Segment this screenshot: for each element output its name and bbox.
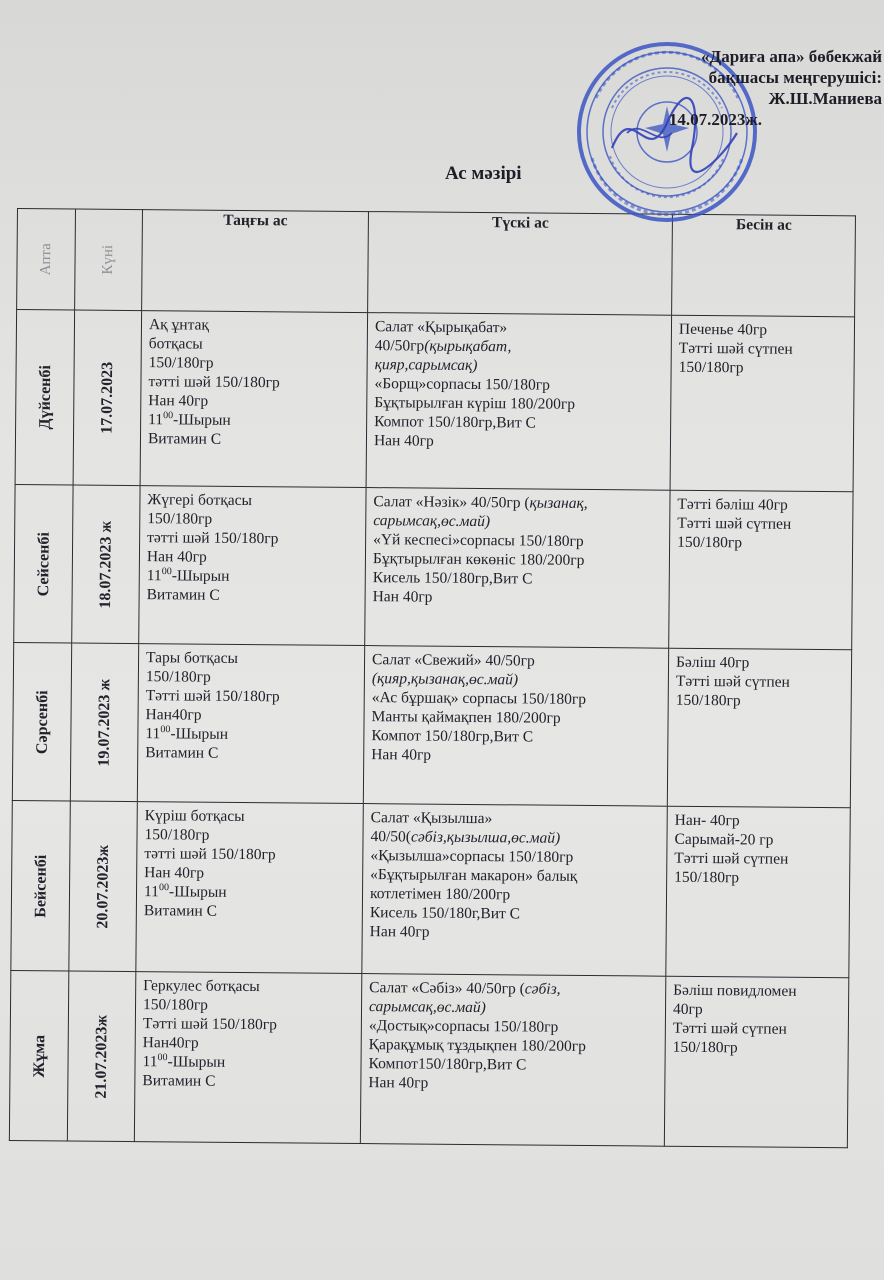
snack-cell (667, 648, 851, 808)
menu-line: Тары ботқасы (146, 649, 239, 667)
date-cell: 20.07.2023ж (69, 801, 137, 972)
table-row (15, 310, 854, 492)
menu-line: Күріш ботқасы (144, 807, 245, 826)
header-day: Күні (75, 209, 143, 311)
approval-date: 14.07.2023ж. (668, 110, 762, 129)
menu-line: Тәтті бәліш 40гр (677, 495, 788, 514)
date-cell: 21.07.2023ж (67, 971, 135, 1142)
menu-line: Витамин С (142, 1072, 216, 1090)
menu-line: Тәтті шәй 150/180гр (145, 687, 280, 706)
breakfast-cell (140, 311, 368, 488)
menu-line: Ақ ұнтақ (148, 316, 210, 334)
menu-line: Витамин С (145, 744, 219, 762)
menu-line: 150/180гр (145, 668, 211, 686)
date-cell: 19.07.2023 ж (70, 643, 138, 802)
snack-cell (670, 315, 855, 492)
menu-line: қияр,сарымсақ) (374, 356, 478, 375)
menu-table (9, 208, 856, 1148)
menu-line: Печенье 40гр (678, 320, 768, 339)
table-row (9, 970, 848, 1147)
menu-line: тәтті шәй 150/180гр (148, 373, 280, 392)
header-snack: Бесін ас (672, 214, 856, 317)
snack-cell (669, 490, 853, 650)
menu-line: Геркулес ботқасы (143, 977, 260, 996)
menu-line: Жүгері ботқасы (147, 491, 253, 510)
menu-line: $11^{00}$-Шырын (143, 882, 227, 901)
menu-line: 150/180гр (142, 996, 209, 1014)
menu-line: тәтті шәй 150/180гр (147, 529, 279, 548)
menu-line: Бұқтырылған көкөніс 180/200гр (372, 550, 585, 569)
approval-position: бақшасы меңгерушісі: (708, 68, 882, 87)
menu-line: $11^{00}$-Шырын (142, 1052, 226, 1071)
lunch-cell (363, 646, 668, 807)
menu-line: $11^{00}$-Шырын (148, 410, 231, 429)
menu-line: (қияр,қызанақ,өс.май) (371, 670, 519, 689)
menu-line: «Үй кеспесі»сорпасы 150/180гр (373, 531, 584, 550)
menu-line: Қарақұмық тұздықпен 180/200гр (368, 1036, 586, 1055)
menu-line: $11^{00}$-Шырын (145, 724, 229, 743)
page-title: Ас мәзірі (445, 163, 522, 184)
menu-line: Нан 40гр (146, 548, 207, 566)
menu-line: 150/180гр (674, 868, 740, 887)
menu-line: сарымсақ,өс.май) (368, 998, 486, 1017)
lunch-cell (366, 313, 672, 491)
snack-cell (666, 806, 850, 978)
menu-line: Тәтті шәй сүтпен (678, 339, 793, 358)
menu-line: 40/50гр(қырықабат, (374, 337, 512, 356)
menu-line: Нан 40гр (372, 588, 433, 606)
weekday-cell: Жұма (9, 970, 68, 1140)
menu-line: Нан 40гр (368, 1074, 429, 1092)
menu-line: Тәтті шәй сүтпен (675, 672, 790, 691)
menu-line: Салат «Свежий» 40/50гр (371, 651, 535, 670)
menu-line: 150/180гр (147, 510, 213, 528)
menu-line: Салат «Нәзік» 40/50гр (қызанақ, (373, 493, 588, 512)
lunch-cell (365, 488, 670, 649)
menu-line: Витамин С (147, 430, 222, 448)
menu-line: Тәтті шәй сүтпен (672, 1019, 787, 1038)
menu-line: 150/180гр (675, 691, 741, 710)
menu-line: 150/180гр (678, 358, 744, 377)
menu-line: Сарымай-20 гр (674, 830, 774, 849)
menu-line: Тәтті шәй 150/180гр (142, 1015, 277, 1034)
breakfast-cell (137, 644, 364, 804)
menu-line: Кисель 150/180гр,Вит С (372, 569, 533, 588)
header-week: Апта (17, 209, 76, 311)
menu-line: сарымсақ,өс.май) (373, 512, 491, 531)
menu-line: Нан 40гр (144, 864, 205, 882)
menu-line: Салат «Қызылша» (370, 809, 493, 828)
menu-line: 150/180гр (148, 354, 214, 372)
menu-line: Нан 40гр (369, 923, 430, 941)
menu-line: Витамин С (143, 902, 218, 920)
menu-line: 40гр (672, 1000, 703, 1019)
approval-org: «Дариға апа» бөбекжай (701, 47, 882, 66)
menu-line: Бәліш повидломен (673, 981, 797, 1000)
breakfast-cell (134, 972, 361, 1144)
approval-block (636, 46, 882, 130)
table-row (11, 800, 850, 977)
menu-line: «Ас бұршақ» сорпасы 150/180гр (371, 689, 587, 708)
approval-name: Ж.Ш.Маниева (768, 89, 882, 108)
snack-cell (664, 976, 848, 1148)
weekday-cell: Дүйсенбі (15, 310, 75, 485)
menu-line: 150/180гр (144, 826, 210, 844)
menu-line: Нан40гр (142, 1034, 199, 1052)
weekday-cell: Сейсенбі (14, 484, 73, 643)
menu-line: Компот 150/180гр,Вит С (374, 413, 536, 432)
header-lunch: Түскі ас (368, 212, 673, 316)
menu-line: тәтті шәй 150/180гр (144, 845, 276, 864)
menu-line: Тәтті шәй сүтпен (674, 849, 789, 868)
menu-line: Нан 40гр (373, 432, 434, 450)
menu-line: Компот150/180гр,Вит С (368, 1055, 527, 1074)
date-cell: 18.07.2023 ж (72, 485, 140, 644)
lunch-cell (360, 974, 665, 1147)
weekday-cell: Бейсенбі (11, 800, 70, 970)
menu-line: Тәтті шәй сүтпен (677, 514, 792, 533)
weekday-cell: Сәрсенбі (12, 642, 71, 801)
date-cell: 17.07.2023 (73, 310, 142, 486)
table-row (14, 484, 853, 649)
lunch-cell (362, 804, 667, 977)
menu-line: ботқасы (148, 335, 203, 353)
menu-line: Нан- 40гр (674, 811, 740, 830)
menu-line: Бұқтырылған күріш 180/200гр (374, 394, 576, 413)
breakfast-cell (139, 486, 366, 646)
menu-line: Нан40гр (145, 706, 202, 724)
menu-line: Кисель 150/180г,Вит С (369, 904, 521, 923)
menu-line: Нан 40гр (148, 392, 209, 410)
menu-line: «Қызылша»сорпасы 150/180гр (370, 847, 574, 866)
menu-line: Манты қаймақпен 180/200гр (371, 708, 561, 727)
menu-line: $11^{00}$-Шырын (146, 566, 230, 585)
menu-line: Бәліш 40гр (675, 653, 750, 672)
menu-line: «Достық»сорпасы 150/180гр (368, 1017, 559, 1036)
menu-line: Компот 150/180гр,Вит С (371, 727, 534, 746)
menu-line: Витамин С (146, 586, 220, 604)
menu-line: Салат «Сәбіз» 40/50гр (сәбіз, (369, 979, 561, 998)
menu-line: 40/50(сәбіз,қызылша,өс.май) (370, 828, 561, 847)
menu-line: Нан 40гр (371, 746, 432, 764)
header-breakfast: Таңғы ас (142, 210, 369, 313)
menu-line: «Бұқтырылған макарон» балық (370, 866, 578, 885)
menu-line: Салат «Қырықабат» (374, 318, 508, 337)
menu-line: 150/180гр (677, 533, 743, 552)
table-row (12, 642, 851, 807)
breakfast-cell (136, 802, 363, 974)
menu-line: «Борщ»сорпасы 150/180гр (374, 375, 551, 394)
menu-line: котлетімен 180/200гр (369, 885, 511, 904)
menu-line: 150/180гр (672, 1038, 738, 1057)
